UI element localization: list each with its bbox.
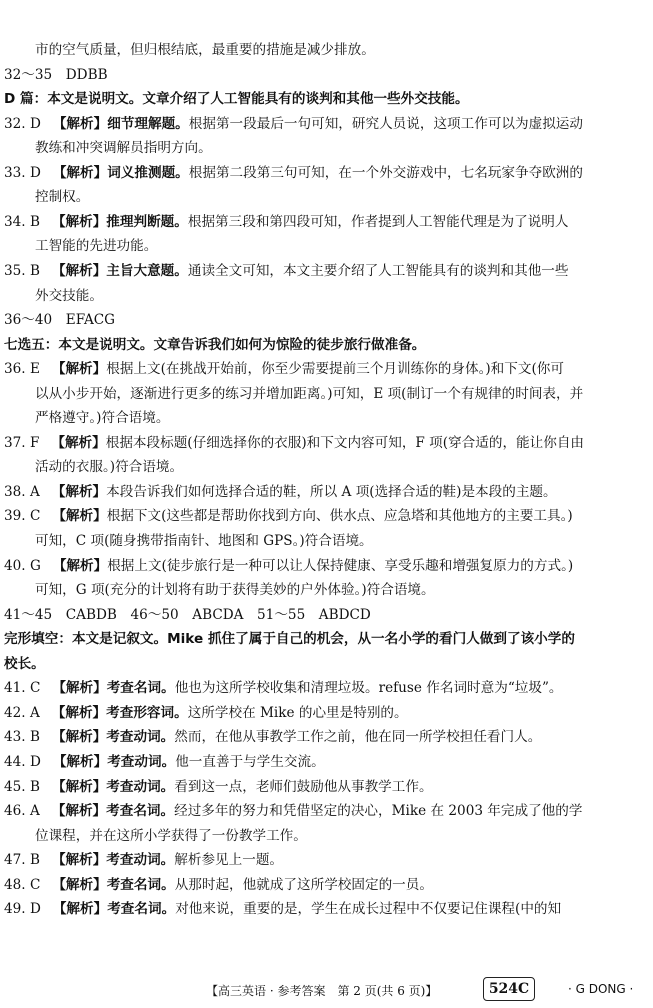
analysis-tag: 【解析】 <box>51 434 106 451</box>
continuation-line <box>35 457 645 477</box>
analysis-tag: 【解析】考查动词。 <box>51 778 175 795</box>
item-number: 47. B <box>4 852 40 869</box>
item-text: 经过多年的努力和凭借坚定的决心，Mike 在 2003 年完成了他的学 <box>174 803 583 820</box>
page-footer <box>0 976 653 1004</box>
answer-item-line <box>4 212 649 232</box>
line-text: 位课程，并在这所小学获得了一份教学工作。 <box>35 827 307 844</box>
line-text: 严格遵守。)符合语境。 <box>35 410 170 427</box>
answer-item-line <box>4 752 649 772</box>
item-number: 35. B <box>4 262 40 279</box>
analysis-tag: 【解析】 <box>51 483 107 500</box>
item-text: 通读全文可知，本文主要介绍了人工智能具有的谈判和其他一些 <box>187 262 569 279</box>
section-heading <box>4 629 649 649</box>
continuation-line <box>35 236 645 256</box>
continuation-line <box>35 138 645 158</box>
item-text: 这所学校在 Mike 的心里是特别的。 <box>187 704 408 721</box>
continuation-line <box>35 187 645 207</box>
line-text: 市的空气质量，但归根结底，最重要的措施是减少排放。 <box>35 42 375 58</box>
item-text: 然而，在他从事教学工作之前，他在同一所学校担任看门人。 <box>174 729 542 746</box>
analysis-tag: 【解析】考查动词。 <box>51 852 175 869</box>
item-number: 37. F <box>4 434 40 451</box>
line-text: 可知，G 项(充分的计划将有助于获得美妙的户外体验。)符合语境。 <box>35 582 435 599</box>
item-number: 32. D <box>4 115 41 132</box>
analysis-tag: 【解析】考查名词。 <box>52 680 175 697</box>
answer-item-line <box>4 875 649 895</box>
footer-page-info: 【高三英语 · 参考答案 第 2 页(共 6 页)】 <box>206 984 438 998</box>
answer-key-line <box>4 310 649 330</box>
item-text: 他也为这所学校收集和清理垃圾。refuse 作名词时意为“垃圾”。 <box>174 680 563 697</box>
analysis-tag: 【解析】考查形容词。 <box>51 704 188 721</box>
analysis-tag: 【解析】细节理解题。 <box>52 115 189 132</box>
item-text: 根据第一段最后一句可知，研究人员说，这项工作可以为虚拟运动 <box>188 115 583 132</box>
item-number: 34. B <box>4 213 40 230</box>
section-heading <box>4 89 649 109</box>
item-number: 46. A <box>4 803 40 820</box>
item-number: 42. A <box>4 704 40 721</box>
analysis-tag: 【解析】考查名词。 <box>51 803 175 820</box>
line-text: 32～35 DDBB <box>4 66 108 83</box>
answer-item-line <box>4 727 649 747</box>
item-number: 45. B <box>4 778 40 795</box>
item-text: 根据上文(在挑战开始前，你至少需要提前三个月训练你的身体。)和下文(你可 <box>106 361 564 378</box>
section-heading <box>4 654 649 674</box>
item-text: 本段告诉我们如何选择合适的鞋，所以 A 项(选择合适的鞋)是本段的主题。 <box>106 483 557 500</box>
continuation-line <box>35 531 645 551</box>
item-text: 根据本段标题(仔细选择你的衣服)和下文内容可知，F 项(穿合适的，能让你自由 <box>105 434 585 451</box>
line-text: 控制权。 <box>35 189 90 206</box>
line-text: 外交技能。 <box>35 287 103 304</box>
line-text: 活动的衣服。)符合语境。 <box>35 459 184 476</box>
continuation-line <box>35 408 645 428</box>
item-number: 33. D <box>4 164 41 181</box>
line-text: 工智能的先进功能。 <box>35 238 158 255</box>
footer-brand: · G DONG · <box>568 982 634 996</box>
item-text: 根据下文(这些都是帮助你找到方向、供水点、应急塔和其他地方的主要工具。) <box>106 508 573 525</box>
analysis-tag: 【解析】词义推测题。 <box>52 164 189 181</box>
answer-item-line <box>4 359 649 379</box>
item-text: 根据第三段和第四段可知，作者提到人工智能代理是为了说明人 <box>187 213 569 230</box>
line-text: 教练和冲突调解员指明方向。 <box>35 140 212 157</box>
item-text: 看到这一点，老师们鼓励他从事教学工作。 <box>174 778 433 795</box>
answer-item-line <box>4 678 649 698</box>
answer-item-line <box>4 433 649 453</box>
item-text: 对他来说，重要的是，学生在成长过程中不仅要记住课程(中的知 <box>175 901 562 918</box>
answer-item-line <box>4 506 649 526</box>
line-text: 完形填空：本文是记叙文。Mike 抓住了属于自己的机会，从一名小学的看门人做到了该小学的 <box>4 631 575 648</box>
analysis-tag: 【解析】考查动词。 <box>52 753 176 770</box>
item-number: 49. D <box>4 901 41 918</box>
answer-item-line <box>4 482 649 502</box>
item-number: 43. B <box>4 729 40 746</box>
continuation-line <box>35 384 645 404</box>
item-number: 41. C <box>4 680 41 697</box>
answer-item-line <box>4 261 649 281</box>
answer-item-line <box>4 163 649 183</box>
item-number: 44. D <box>4 753 41 770</box>
item-text: 从那时起，他就成了这所学校固定的一员。 <box>174 876 433 893</box>
item-number: 38. A <box>4 483 40 500</box>
analysis-tag: 【解析】考查名词。 <box>52 901 176 918</box>
section-heading <box>4 335 649 355</box>
answer-item-line <box>4 899 649 919</box>
analysis-tag: 【解析】 <box>52 508 107 525</box>
line-text: 41～45 CABDB 46～50 ABCDA 51～55 ABDCD <box>4 606 371 623</box>
answer-item-line <box>4 114 649 134</box>
analysis-tag: 【解析】 <box>51 361 107 378</box>
analysis-tag: 【解析】主旨大意题。 <box>51 262 188 279</box>
continuation-line <box>35 40 645 60</box>
answer-item-line <box>4 850 649 870</box>
line-text: 36～40 EFACG <box>4 312 116 329</box>
answer-item-line <box>4 801 649 821</box>
item-number: 39. C <box>4 508 41 525</box>
line-text: 七选五：本文是说明文。文章告诉我们如何为惊险的徒步旅行做准备。 <box>4 336 426 353</box>
continuation-line <box>35 286 645 306</box>
item-number: 48. C <box>4 876 41 893</box>
item-text: 根据上文(徒步旅行是一种可以让人保持健康、享受乐趣和增强复原力的方式。) <box>107 557 574 574</box>
item-text: 解析参见上一题。 <box>174 852 284 869</box>
line-text: 校长。 <box>4 655 45 672</box>
item-text: 根据第二段第三句可知，在一个外交游戏中，七名玩家争夺欧洲的 <box>188 164 583 181</box>
line-text: 可知，C 项(随身携带指南针、地图和 GPS。)符合语境。 <box>35 533 373 549</box>
item-text: 他一直善于与学生交流。 <box>175 753 325 770</box>
answer-item-line <box>4 703 649 723</box>
analysis-tag: 【解析】考查动词。 <box>51 729 175 746</box>
analysis-tag: 【解析】推理判断题。 <box>51 213 188 230</box>
item-number: 40. G <box>4 557 41 574</box>
line-text: D 篇：本文是说明文。文章介绍了人工智能具有的谈判和其他一些外交技能。 <box>4 91 469 108</box>
analysis-tag: 【解析】 <box>52 557 108 574</box>
continuation-line <box>35 580 645 600</box>
analysis-tag: 【解析】考查名词。 <box>52 876 175 893</box>
answer-key-line <box>4 65 649 85</box>
answer-key-line <box>4 605 649 625</box>
continuation-line <box>35 826 645 846</box>
line-text: 以从小步开始，逐渐进行更多的练习并增加距离。)可知，E 项(制订一个有规律的时间表，并 <box>35 385 584 402</box>
answer-item-line <box>4 556 649 576</box>
paper-code-badge: 524C <box>483 977 535 1001</box>
item-number: 36. E <box>4 361 40 378</box>
answer-item-line <box>4 777 649 797</box>
